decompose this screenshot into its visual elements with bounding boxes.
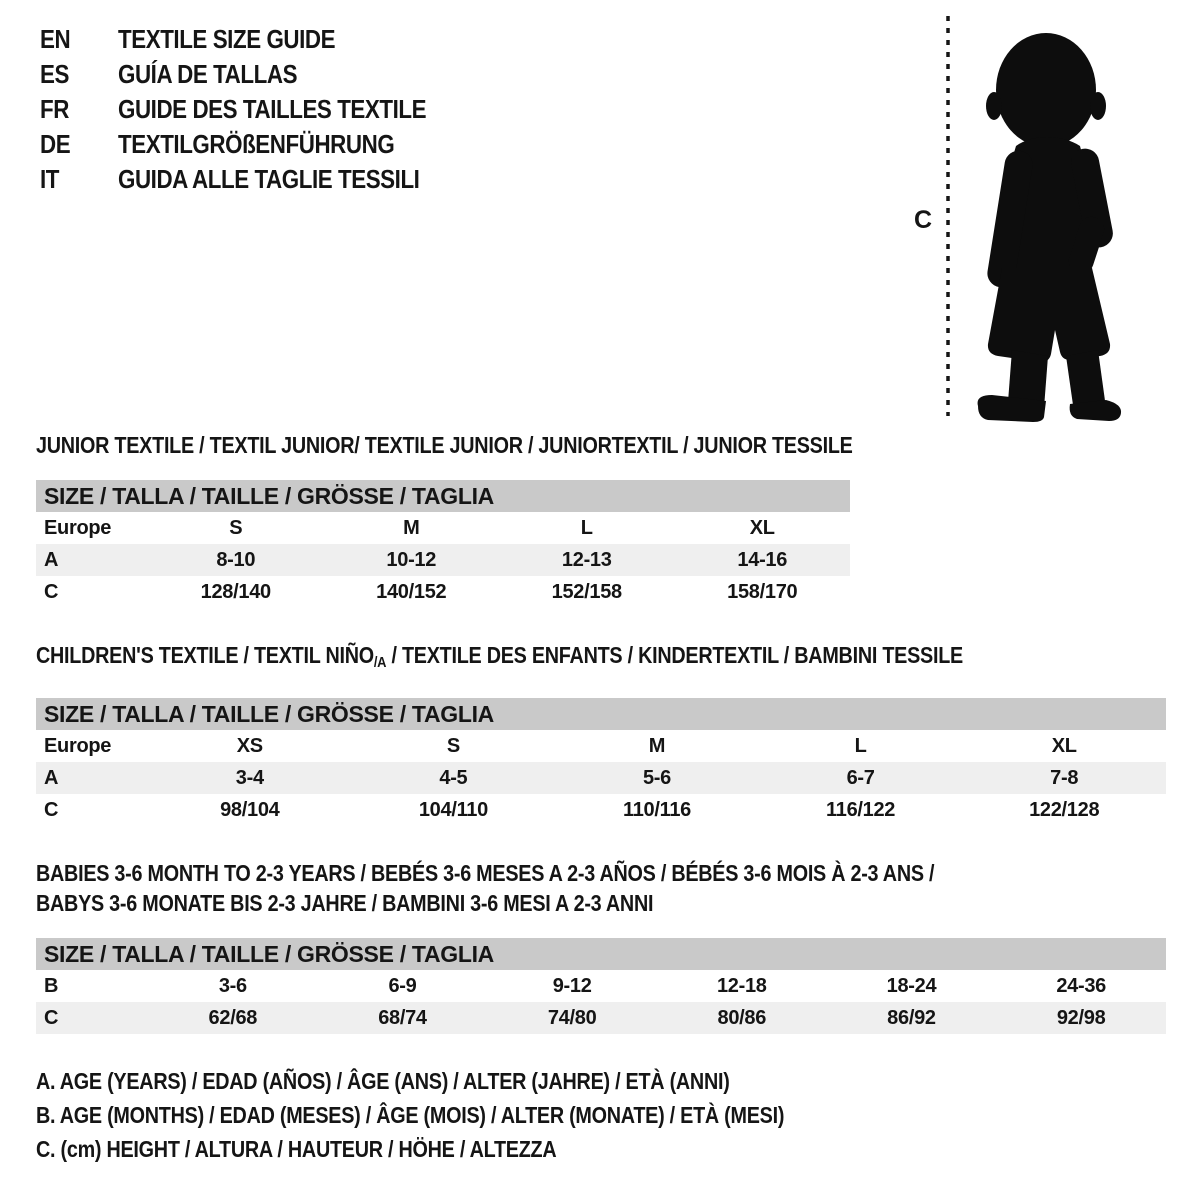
size-value-cell: 92/98 — [996, 1002, 1166, 1034]
section-children-textile — [36, 640, 1166, 826]
legend — [36, 1064, 906, 1166]
legend-line: C. (cm) HEIGHT / ALTURA / HAUTEUR / HÖHE / ALTEZZA — [36, 1136, 557, 1162]
language-title: TEXTILE SIZE GUIDE — [118, 24, 336, 54]
row-label: C — [44, 580, 59, 603]
size-value-cell: XL — [1051, 734, 1077, 757]
table-header-row — [36, 938, 1166, 970]
size-value-cell: 116/122 — [826, 798, 896, 821]
size-value-cell: 24-36 — [1056, 974, 1106, 997]
language-title: GUIDA ALLE TAGLIE TESSILI — [118, 164, 420, 194]
size-value-cell: 8-10 — [148, 544, 324, 576]
section-title — [36, 640, 1166, 678]
size-value-cell: 62/68 — [148, 1002, 318, 1034]
language-code: ES — [40, 59, 69, 89]
section-title-line: BABIES 3-6 MONTH TO 2-3 YEARS / BEBÉS 3-6 MESES A 2-3 AÑOS / BÉBÉS 3-6 MOIS À 2-3 ANS / — [36, 860, 935, 886]
height-measure-label: C — [913, 206, 933, 234]
size-value-cell: 158/170 — [727, 580, 798, 603]
table-header-band: SIZE / TALLA / TAILLE / GRÖSSE / TAGLIA — [36, 698, 1166, 730]
language-title: GUÍA DE TALLAS — [118, 59, 298, 89]
size-value-cell: 98/104 — [220, 798, 280, 821]
size-tables — [36, 430, 1166, 1066]
language-title-list — [40, 22, 476, 197]
language-row — [40, 57, 476, 92]
legend-line: A. AGE (YEARS) / EDAD (AÑOS) / ÂGE (ANS) / ALTER (JAHRE) / ETÀ (ANNI) — [36, 1068, 730, 1094]
language-row — [40, 127, 476, 162]
size-value-cell: L — [854, 734, 867, 757]
size-value-cell: 6-9 — [388, 974, 417, 997]
size-value-cell: 10-12 — [324, 544, 500, 576]
language-code: DE — [40, 129, 71, 159]
language-title: GUIDE DES TAILLES TEXTILE — [118, 94, 427, 124]
table-row — [36, 730, 1166, 762]
table-header-row — [36, 698, 1166, 730]
size-value-cell: 6-7 — [759, 762, 963, 794]
size-value-cell: 104/110 — [418, 798, 488, 821]
row-label: Europe — [44, 734, 112, 757]
size-value-cell: 74/80 — [487, 1002, 657, 1034]
size-table — [36, 480, 850, 608]
section-title-line: BABYS 3-6 MONATE BIS 2-3 JAHRE / BAMBINI 3-6 MESI A 2-3 ANNI — [36, 890, 654, 916]
table-row — [36, 794, 1166, 826]
section-title — [36, 858, 1166, 918]
language-code: FR — [40, 94, 69, 124]
language-code: IT — [40, 164, 60, 194]
row-label: C — [44, 798, 59, 821]
size-value-cell: S — [229, 516, 243, 539]
size-value-cell: 9-12 — [552, 974, 592, 997]
language-row — [40, 162, 476, 197]
table-header-band: SIZE / TALLA / TAILLE / GRÖSSE / TAGLIA — [36, 480, 850, 512]
subscript-text: /A — [373, 654, 387, 671]
section-title-line: JUNIOR TEXTILE / TEXTIL JUNIOR/ TEXTILE JUNIOR / JUNIORTEXTIL / JUNIOR TESSILE — [36, 432, 853, 458]
legend-line: B. AGE (MONTHS) / EDAD (MESES) / ÂGE (MOIS) / ALTER (MONATE) / ETÀ (MESI) — [36, 1102, 785, 1128]
size-value-cell: 7-8 — [962, 762, 1166, 794]
size-value-cell: 4-5 — [352, 762, 556, 794]
size-value-cell: 122/128 — [1029, 798, 1100, 821]
size-value-cell: 12-13 — [499, 544, 675, 576]
table-header-band: SIZE / TALLA / TAILLE / GRÖSSE / TAGLIA — [36, 938, 1166, 970]
size-value-cell: 12-18 — [716, 974, 767, 997]
row-label: B — [44, 974, 59, 997]
size-value-cell: 68/74 — [318, 1002, 488, 1034]
size-table — [36, 938, 1166, 1034]
row-label: C — [36, 1002, 148, 1034]
size-value-cell: M — [648, 734, 666, 757]
size-value-cell: 14-16 — [675, 544, 851, 576]
size-value-cell: 3-4 — [148, 762, 352, 794]
baby-silhouette-icon — [958, 24, 1138, 424]
size-value-cell: 18-24 — [886, 974, 937, 997]
language-title: TEXTILGRÖßENFÜHRUNG — [118, 129, 395, 159]
size-value-cell: 128/140 — [200, 580, 271, 603]
section-junior-textile — [36, 430, 1166, 608]
size-value-cell: 86/92 — [827, 1002, 997, 1034]
table-row — [36, 970, 1166, 1002]
size-value-cell: L — [580, 516, 593, 539]
size-value-cell: 140/152 — [376, 580, 447, 603]
language-row — [40, 22, 476, 57]
size-value-cell: XL — [749, 516, 775, 539]
row-label: A — [36, 762, 148, 794]
section-title — [36, 430, 1166, 460]
section-title-line: CHILDREN'S TEXTILE / TEXTIL $NIÑO_{/A}$ / TEXTILE DES ENFANTS / KINDERTEXTIL / BAMBINI TESSILE — [36, 642, 963, 671]
section-babies-textile — [36, 858, 1166, 1034]
size-value-cell: 110/116 — [622, 798, 691, 821]
table-header-row — [36, 480, 850, 512]
row-label: Europe — [44, 516, 112, 539]
height-dashed-line — [945, 14, 951, 418]
row-label: A — [36, 544, 148, 576]
size-value-cell: 80/86 — [657, 1002, 827, 1034]
size-table — [36, 698, 1166, 826]
table-row — [36, 762, 1166, 794]
size-value-cell: S — [446, 734, 460, 757]
table-row — [36, 544, 850, 576]
size-value-cell: M — [403, 516, 420, 539]
table-row — [36, 512, 850, 544]
size-value-cell: 152/158 — [551, 580, 622, 603]
language-row — [40, 92, 476, 127]
language-code: EN — [40, 24, 71, 54]
table-row — [36, 1002, 1166, 1034]
size-value-cell: 5-6 — [555, 762, 759, 794]
table-row — [36, 576, 850, 608]
size-value-cell: XS — [236, 734, 263, 757]
size-value-cell: 3-6 — [218, 974, 247, 997]
